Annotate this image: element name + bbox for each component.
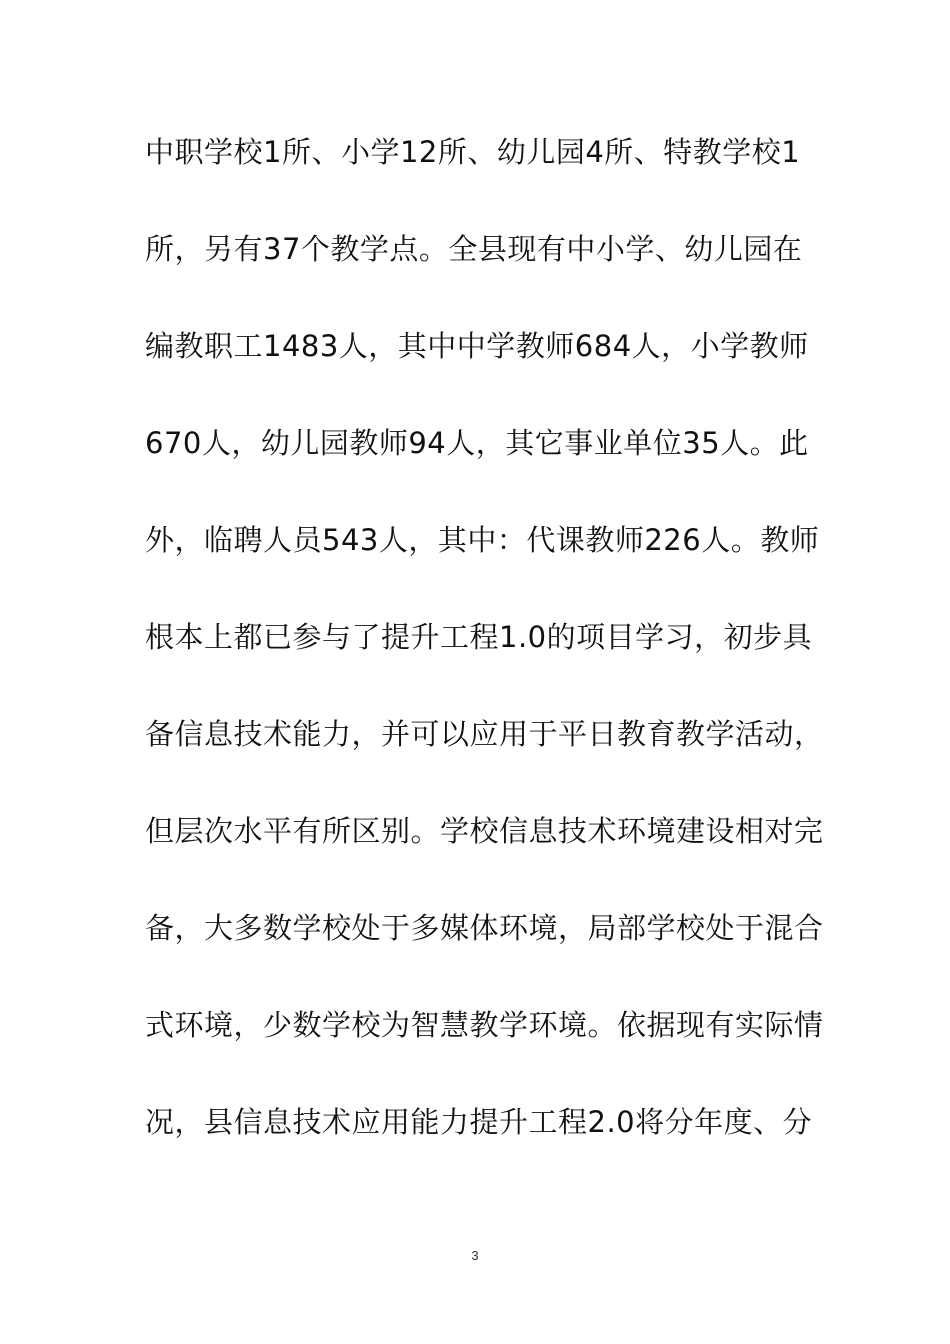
- paragraph-line: 编教职工1483人，其中中学教师684人，小学教师: [145, 329, 809, 363]
- paragraph-line: 670人，幼儿园教师94人，其它事业单位35人。此: [145, 426, 809, 460]
- paragraph-line: 但层次水平有所区别。学校信息技术环境建设相对完: [145, 814, 824, 848]
- paragraph-line: 备，大多数学校处于多媒体环境，局部学校处于混合: [145, 911, 824, 945]
- paragraph-line: 中职学校1所、小学12所、幼儿园4所、特教学校1: [145, 135, 801, 169]
- page-number: 3: [471, 1248, 479, 1263]
- paragraph-line: 外，临聘人员543人，其中：代课教师226人。教师: [145, 523, 820, 557]
- paragraph-line: 况，县信息技术应用能力提升工程2.0将分年度、分: [145, 1105, 813, 1139]
- paragraph-line: 备信息技术能力，并可以应用于平日教育教学活动，: [145, 717, 824, 751]
- paragraph-line: 根本上都已参与了提升工程1.0的项目学习，初步具: [145, 620, 813, 654]
- paragraph-line: 式环境，少数学校为智慧教学环境。依据现有实际情: [145, 1008, 824, 1042]
- paragraph-line: 所，另有37个教学点。全县现有中小学、幼儿园在: [145, 232, 803, 266]
